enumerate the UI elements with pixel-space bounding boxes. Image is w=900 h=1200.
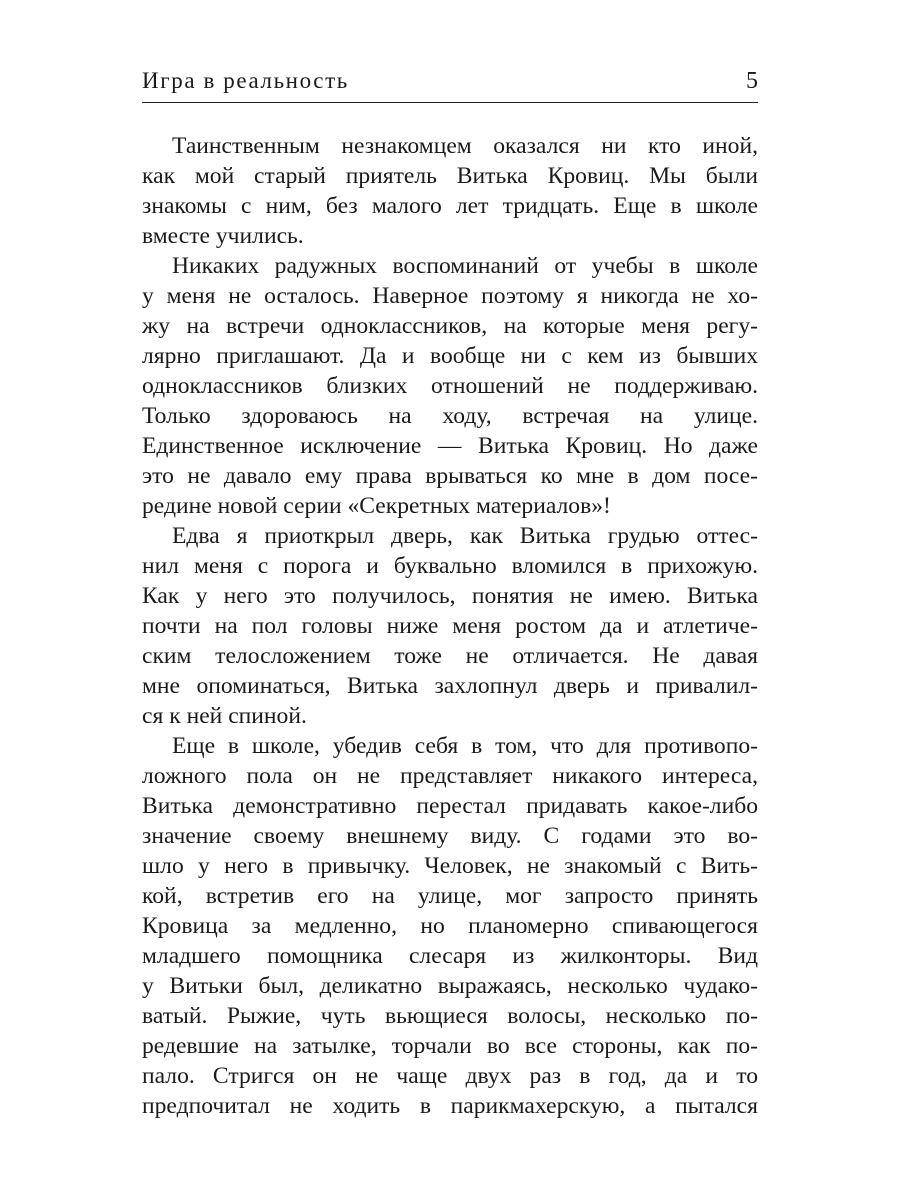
text-line: Еще в школе, убедив себя в том, что для противопо- <box>172 733 758 759</box>
text-line: ся к ней спиной. <box>142 703 307 729</box>
text-line: у Витьки был, деликатно выражаясь, несколько чудако- <box>142 973 758 999</box>
text-line: мне опоминаться, Витька захлопнул дверь и привалил- <box>142 673 758 699</box>
text-line: это не давало ему права врываться ко мне в дом посе- <box>142 463 758 489</box>
text-line: Как у него это получилось, понятия не имею. Витька <box>142 583 758 609</box>
paragraph <box>142 731 758 1121</box>
text-line: Единственное исключение — Витька Кровиц. Но даже <box>142 433 758 459</box>
text-line: у меня не осталось. Наверное поэтому я никогда не хо- <box>142 283 758 309</box>
text-line: Витька демонстративно перестал придавать какое-либо <box>142 793 758 819</box>
body-text <box>142 131 758 1121</box>
chapter-title: Игра в реальность <box>142 68 349 93</box>
page-number: 5 <box>746 68 758 94</box>
text-line: почти на пол головы ниже меня ростом да и атлетиче- <box>142 613 758 639</box>
paragraph <box>142 251 758 521</box>
text-line: Никаких радужных воспоминаний от учебы в школе <box>172 253 758 279</box>
text-line: лярно приглашают. Да и вообще ни с кем из бывших <box>142 343 758 369</box>
paragraph <box>142 131 758 251</box>
text-line: одноклассников близких отношений не поддерживаю. <box>142 373 758 399</box>
text-line: как мой старый приятель Витька Кровиц. Мы были <box>142 163 758 189</box>
text-line: нил меня с порога и буквально вломился в прихожую. <box>142 553 758 579</box>
text-line: ским телосложением тоже не отличается. Не давая <box>142 643 758 669</box>
text-line: знакомы с ним, без малого лет тридцать. Еще в школе <box>142 193 758 219</box>
text-line: вместе учились. <box>142 223 304 249</box>
header-rule <box>142 102 758 103</box>
paragraph <box>142 521 758 731</box>
text-line: жу на встречи одноклассников, на которые меня регу- <box>142 313 758 339</box>
text-line: шло у него в привычку. Человек, не знакомый с Вить- <box>142 853 758 879</box>
book-page <box>142 62 758 1121</box>
text-line: Только здороваюсь на ходу, встречая на улице. <box>142 403 758 429</box>
text-line: ложного пола он не представляет никакого интереса, <box>142 763 758 789</box>
text-line: пало. Стригся он не чаще двух раз в год, да и то <box>142 1063 758 1089</box>
text-line: редевшие на затылке, торчали во все стороны, как по- <box>142 1033 758 1059</box>
text-line: значение своему внешнему виду. С годами это во- <box>142 823 758 849</box>
text-line: кой, встретив его на улице, мог запросто принять <box>142 883 758 909</box>
text-line: Таинственным незнакомцем оказался ни кто иной, <box>172 133 758 159</box>
running-header <box>142 62 758 100</box>
text-line: редине новой серии «Секретных материалов»! <box>142 493 611 519</box>
text-line: Едва я приоткрыл дверь, как Витька грудью оттес- <box>172 523 758 549</box>
text-line: Кровица за медленно, но планомерно спивающегося <box>142 913 758 939</box>
text-line: младшего помощника слесаря из жилконторы. Вид <box>142 943 758 969</box>
text-line: ватый. Рыжие, чуть вьющиеся волосы, несколько по- <box>142 1003 758 1029</box>
text-line: предпочитал не ходить в парикмахерскую, а пытался <box>142 1093 758 1119</box>
